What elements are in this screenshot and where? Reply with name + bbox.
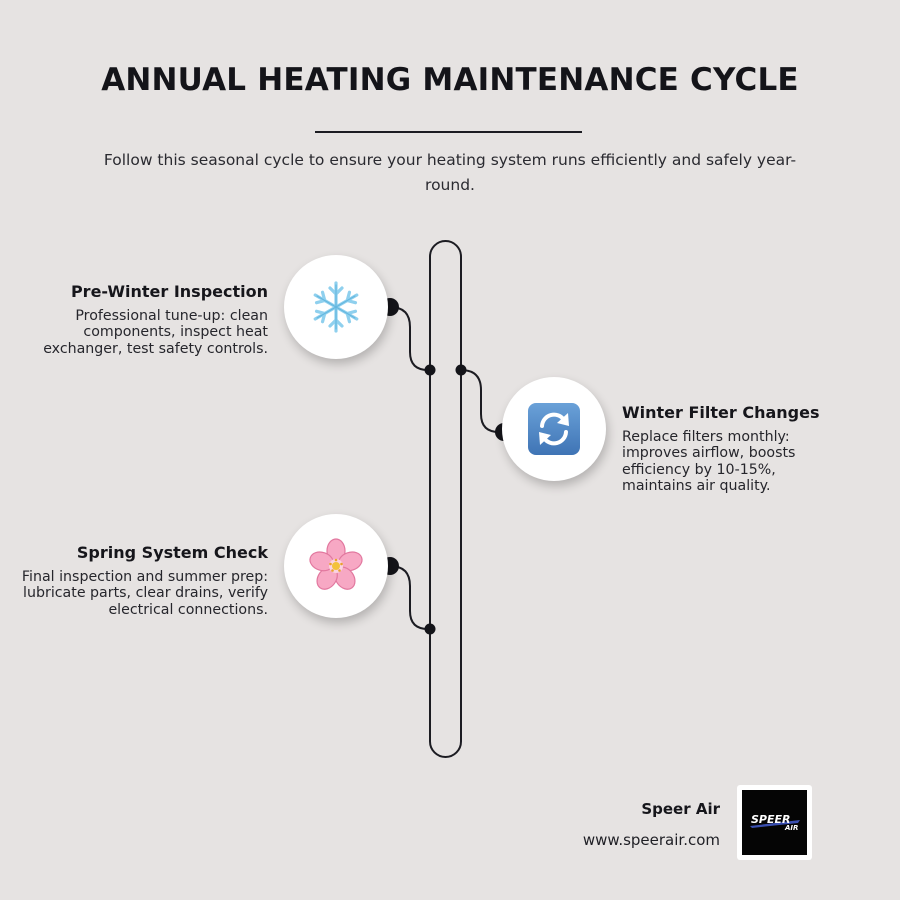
brand-logo-mark xyxy=(742,790,807,855)
step-description: Professional tune-up: clean components, inspect heat exchanger, test safety controls. xyxy=(43,308,268,357)
connector-spring xyxy=(390,566,430,629)
page-title: ANNUAL HEATING MAINTENANCE CYCLE xyxy=(101,62,799,98)
winter-filter-icon-circle xyxy=(502,377,606,481)
pre-winter-icon-circle xyxy=(284,255,388,359)
spring-icon-circle xyxy=(284,514,388,618)
brand-name: Speer Air xyxy=(641,800,720,818)
brand-url[interactable]: www.speerair.com xyxy=(582,831,720,849)
connector-winter-filter xyxy=(461,370,504,432)
connector-dot-pre-winter-end xyxy=(425,365,436,376)
step-winter-filter xyxy=(622,403,842,494)
connector-pre-winter xyxy=(390,307,430,370)
step-pre-winter xyxy=(18,282,268,357)
snowflake-icon xyxy=(306,277,366,337)
step-title: Winter Filter Changes xyxy=(622,403,820,422)
brand-logo xyxy=(737,785,812,860)
step-spring xyxy=(18,543,268,618)
step-title: Spring System Check xyxy=(76,543,268,562)
svg-text:AIR: AIR xyxy=(785,824,799,832)
connector-dot-spring-end xyxy=(425,624,436,635)
svg-text:SPEER: SPEER xyxy=(751,813,791,826)
cycle-track xyxy=(430,241,461,757)
refresh-arrows-icon xyxy=(524,399,584,459)
page-subtitle: Follow this seasonal cycle to ensure your heating system runs efficiently and safely year-round. xyxy=(103,151,797,194)
step-description: Final inspection and summer prep: lubricate parts, clear drains, verify electrical connections. xyxy=(21,569,268,618)
connector-dot-winter-filter-start xyxy=(456,365,467,376)
cherry-blossom-icon xyxy=(306,536,366,596)
speer-air-logo xyxy=(742,790,807,855)
step-description: Replace filters monthly: improves airflow, boosts efficiency by 10-15%, maintains air quality. xyxy=(622,429,796,494)
step-title: Pre-Winter Inspection xyxy=(70,282,268,301)
